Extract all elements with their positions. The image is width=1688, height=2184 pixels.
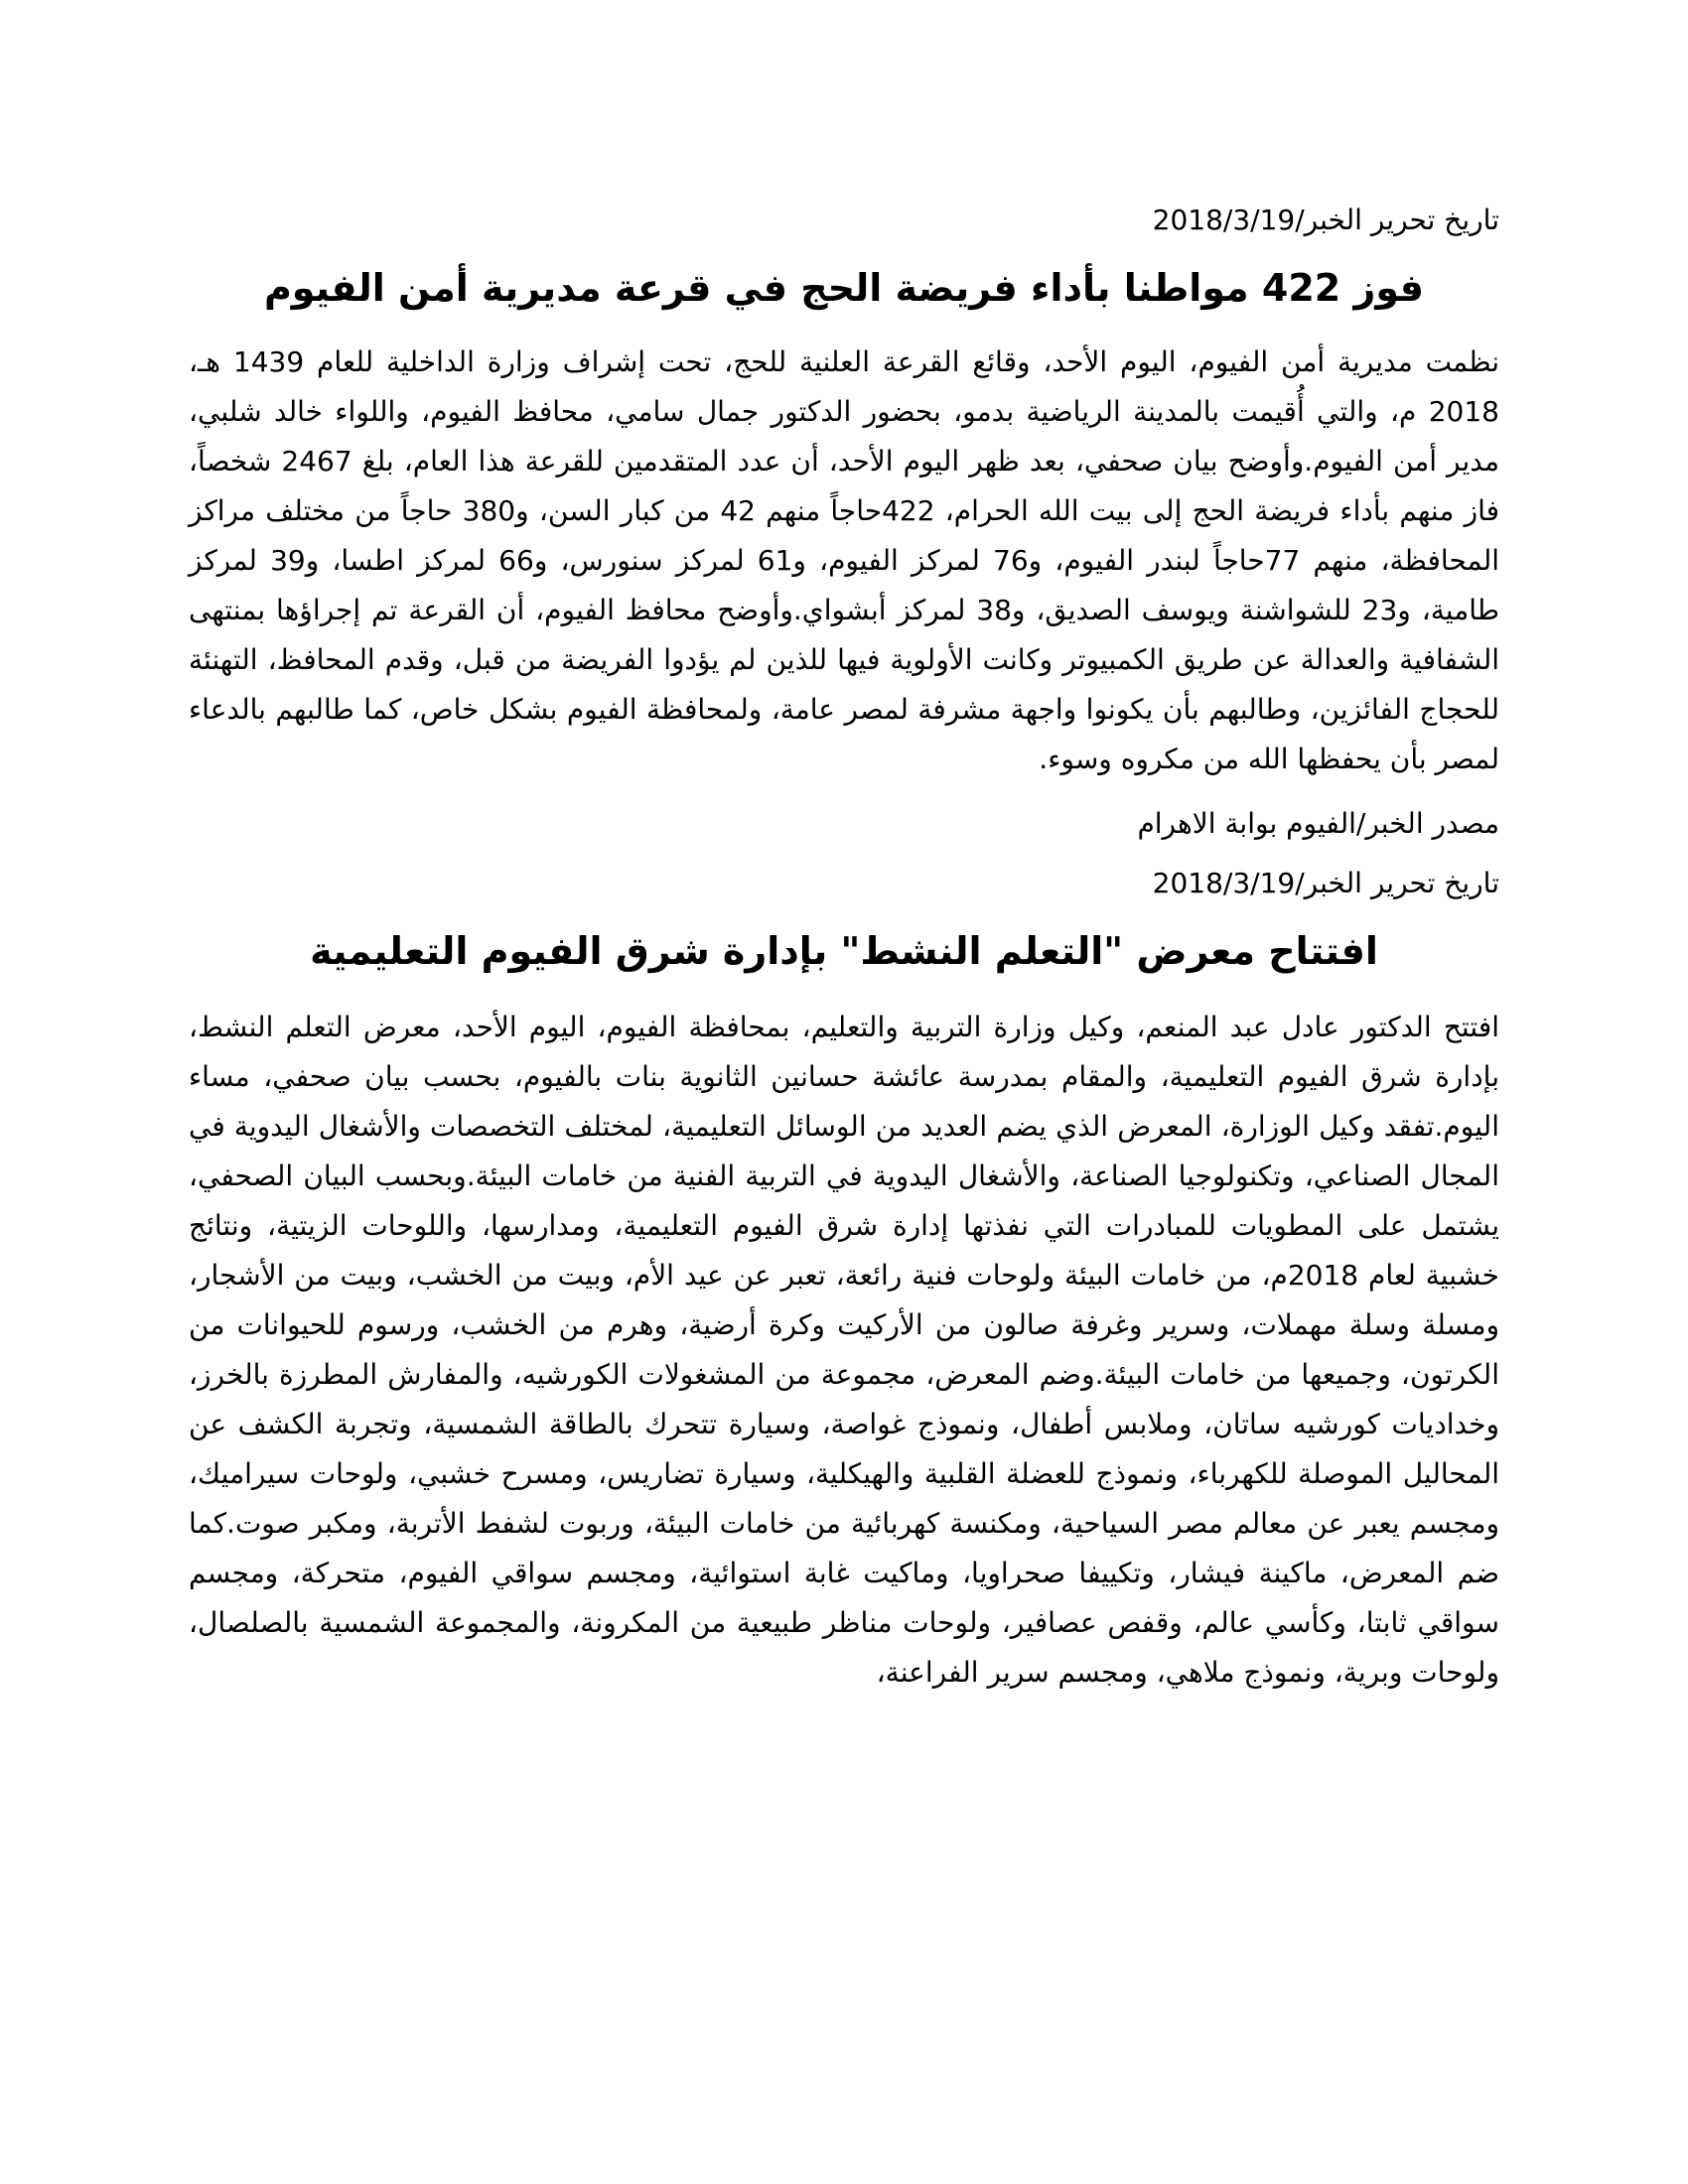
article-body: نظمت مديرية أمن الفيوم، اليوم الأحد، وقائع القرعة العلنية للحج، تحت إشراف وزارة الداخلية للعام 1439 هـ، 2018 م، والتي أُقيمت بالمدينة الرياضية بدمو، بحضور الدكتور جمال سامي، محافظ الفيوم، واللواء خالد شلبي، مدير أمن الفيوم.وأوضح بيان صحفي، بعد ظهر اليوم الأحد، أن عدد المتقدمين للقرعة هذا العام، بلغ 2467 شخصاً، فاز منهم بأداء فريضة الحج إلى بيت الله الحرام، 422حاجاً منهم 42 من كبار السن، و380 حاجاً من مختلف مراكز المحافظة، منهم 77حاجاً لبندر الفيوم، و76 لمركز الفيوم، و61 لمركز سنورس، و66 لمركز اطسا، و39 لمركز طامية، و23 للشواشنة ويوسف الصديق، و38 لمركز أبشواي.وأوضح محافظ الفيوم، أن القرعة تم إجراؤها بمنتهى الشفافية والعدالة عن طريق الكمبيوتر وكانت الأولوية فيها للذين لم يؤدوا الفريضة من قبل، وقدم المحافظ، التهنئة للحجاج الفائزين، وطالبهم بأن يكونوا واجهة مشرفة لمصر عامة، ولمحافظة الفيوم بشكل خاص، كما طالبهم بالدعاء لمصر بأن يحفظها الله من مكروه وسوء. [189, 345, 1500, 775]
document-content [189, 199, 1499, 1715]
article-body: افتتح الدكتور عادل عبد المنعم، وكيل وزارة التربية والتعليم، بمحافظة الفيوم، اليوم الأحد، معرض التعلم النشط، بإدارة شرق الفيوم التعليمية، والمقام بمدرسة عائشة حسانين الثانوية بنات بالفيوم، بحسب بيان صحفي، مساء اليوم.تفقد وكيل الوزارة، المعرض الذي يضم العديد من الوسائل التعليمية، لمختلف التخصصات والأشغال اليدوية في المجال الصناعي، وتكنولوجيا الصناعة، والأشغال اليدوية في التربية الفنية من خامات البيئة.وبحسب البيان الصحفي، يشتمل على المطويات للمبادرات التي نفذتها إدارة شرق الفيوم التعليمية، ومدارسها، واللوحات الزيتية، ونتائج خشبية لعام 2018م، من خامات البيئة ولوحات فنية رائعة، تعبر عن عيد الأم، وبيت من الخشب، وبيت من الأشجار، ومسلة وسلة مهملات، وسرير وغرفة صالون من الأركيت وكرة أرضية، وهرم من الخشب، ورسوم للحيوانات من الكرتون، وجميعها من خامات البيئة.وضم المعرض، مجموعة من المشغولات الكورشيه، والمفارش المطرزة بالخرز، وخداديات كورشيه ساتان، وملابس أطفال، ونموذج غواصة، وسيارة تتحرك بالطاقة الشمسية، وتجربة الكشف عن المحاليل الموصلة للكهرباء، ونموذج للعضلة القلبية والهيكلية، وسيارة تضاريس، ومسرح خشبي، ولوحات سيراميك، ومجسم يعبر عن معالم مصر السياحية، ومكنسة كهربائية من خامات البيئة، وربوت لشفط الأتربة، ومكبر صوت.كما ضم المعرض، ماكينة فيشار، وتكييفا صحراويا، وماكيت غابة استوائية، ومجسم سواقي الفيوم، متحركة، ومجسم سواقي ثابتا، وكأسي عالم، وقفص عصافير، ولوحات مناظر طبيعية من المكرونة، والمجموعة الشمسية بالصلصال، ولوحات وبرية، ونموذج ملاهي، ومجسم سرير الفراعنة، [189, 1011, 1499, 1689]
article-date-line: تاريخ تحرير الخبر/2018/3/19 [1152, 867, 1499, 899]
news-article [189, 862, 1499, 1698]
news-article [189, 199, 1499, 846]
article-date-line: تاريخ تحرير الخبر/2018/3/19 [1152, 204, 1499, 236]
article-title: فوز 422 مواطنا بأداء فريضة الحج في قرعة مديرية أمن الفيوم [263, 266, 1425, 310]
article-source-line: مصدر الخبر/الفيوم بوابة الاهرام [1137, 807, 1499, 840]
article-title: افتتاح معرض "التعلم النشط" بإدارة شرق الفيوم التعليمية [310, 929, 1378, 973]
